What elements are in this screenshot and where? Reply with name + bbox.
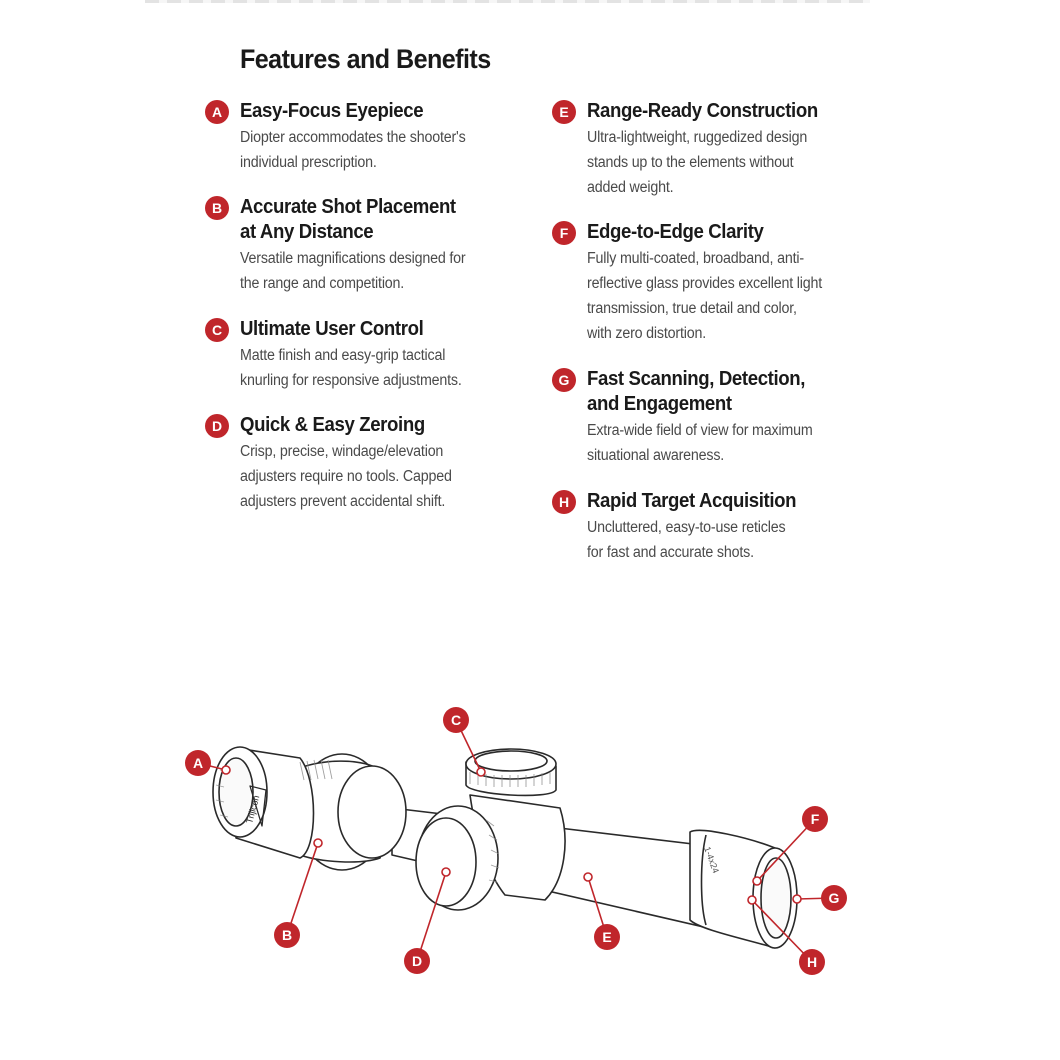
feature-title: Range-Ready Construction: [587, 100, 818, 122]
callout-anchor-dot: [793, 895, 801, 903]
callout-letter: B: [281, 927, 293, 943]
callout-letter: G: [828, 890, 840, 906]
feature-badge: F: [552, 221, 576, 245]
feature-badge: B: [205, 196, 229, 220]
objective-lens: [761, 858, 791, 938]
feature-title: Fast Scanning, Detection, and Engagement: [587, 368, 806, 415]
brand-logo-text: Trijicon: [244, 794, 262, 825]
feature-description: Crisp, precise, windage/elevation adjusters require no tools. Capped adjusters prevent accidental shift.: [240, 443, 452, 510]
feature-description: Diopter accommodates the shooter's individual prescription.: [240, 129, 466, 171]
callout-anchor-dot: [748, 896, 756, 904]
feature-description: Ultra-lightweight, ruggedized design stands up to the elements without added weight.: [587, 129, 808, 196]
feature-description: Matte finish and easy-grip tactical knurling for responsive adjustments.: [240, 347, 462, 389]
callout-letter: E: [602, 929, 612, 945]
callout-anchor-dot: [314, 839, 322, 847]
feature-badge: D: [205, 414, 229, 438]
callout-anchor-dot: [442, 868, 450, 876]
feature-description: Uncluttered, easy-to-use reticles for fast and accurate shots.: [587, 519, 786, 561]
feature-badge: C: [205, 318, 229, 342]
callout-anchor-dot: [477, 768, 485, 776]
callout-letter: D: [411, 953, 423, 969]
feature-badge: H: [552, 490, 576, 514]
callout-anchor-dot: [222, 766, 230, 774]
feature-badge: G: [552, 368, 576, 392]
feature-title: Rapid Target Acquisition: [587, 490, 797, 512]
feature-description: Fully multi-coated, broadband, anti- reflective glass provides excellent light transmission, true detail and color, with zero distortion.: [587, 250, 823, 342]
feature-title: Ultimate User Control: [240, 318, 424, 340]
callout-letter: A: [192, 755, 204, 771]
callout-letter: F: [810, 811, 820, 827]
page-title: Features and Benefits: [240, 44, 491, 74]
feature-description: Versatile magnifications designed for the range and competition.: [240, 250, 466, 292]
callout-g: [793, 885, 847, 911]
feature-badge: A: [205, 100, 229, 124]
feature-description: Extra-wide field of view for maximum situational awareness.: [587, 422, 813, 464]
windage-cap: [416, 818, 476, 906]
callout-anchor-dot: [753, 877, 761, 885]
model-marking: 1-4x24: [702, 845, 721, 875]
feature-title: Easy-Focus Eyepiece: [240, 100, 424, 122]
callout-anchor-dot: [584, 873, 592, 881]
feature-title: Edge-to-Edge Clarity: [587, 221, 764, 243]
feature-title: Quick & Easy Zeroing: [240, 414, 425, 436]
feature-title: Accurate Shot Placement at Any Distance: [240, 196, 456, 243]
feature-badge: E: [552, 100, 576, 124]
callout-letter: H: [806, 954, 818, 970]
callout-letter: C: [450, 712, 462, 728]
callout-c: [443, 707, 485, 776]
